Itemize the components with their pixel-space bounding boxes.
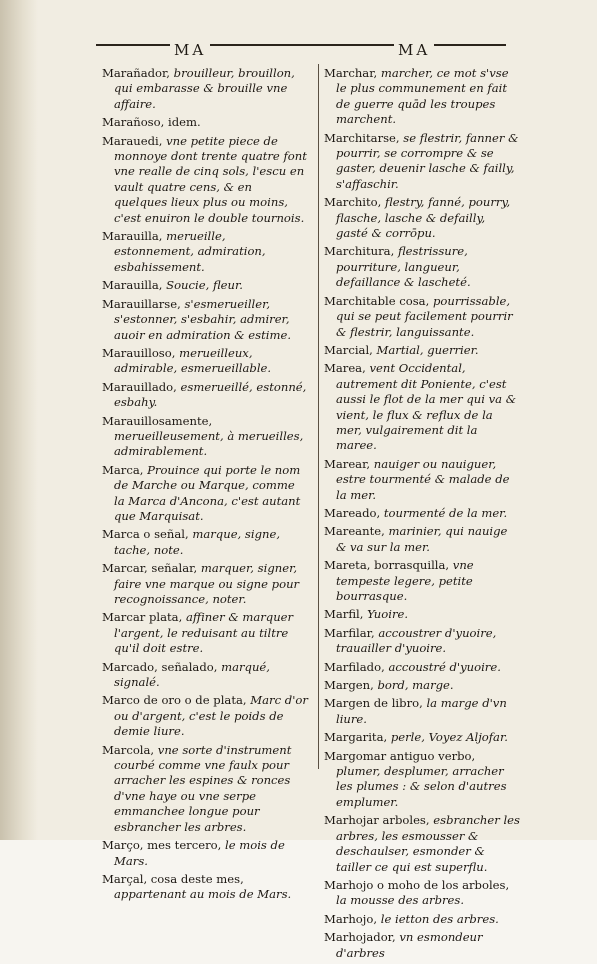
dictionary-entry: Marauilloso, merueilleux, admirable, esmerueillable. (102, 345, 272, 376)
dictionary-entry: Marfilar, accoustrer d'yuoire, trauailler d'yuoire. (324, 625, 497, 656)
dictionary-entry: Marçal, cosa deste mes, appartenant au mois de Mars. (102, 871, 292, 902)
dictionary-entry: Marauillado, esmerueillé, estonné, esbahy. (102, 379, 307, 410)
dictionary-entry: Marear, nauiger ou nauiguer, estre tourmenté & malade de la mer. (324, 456, 510, 502)
dictionary-entry: Marchar, marcher, ce mot s'vse le plus communement en fait de guerre quād les troupes marchent. (324, 66, 509, 127)
right-column (324, 66, 520, 964)
dictionary-entry: Marcar, señalar, marquer, signer, faire vne marque ou signe pour recognoissance, noter. (102, 561, 300, 606)
dictionary-entry: Marca, Prouince qui porte le nom de Marche ou Marque, comme la Marca d'Ancona, c'est autant que Marquisat. (102, 462, 301, 523)
dictionary-entry: Marcado, señalado, marqué, signalé. (102, 659, 270, 690)
dictionary-entry: Mareta, borrasquilla, vne tempeste legere, petite bourrasque. (324, 558, 474, 603)
running-head-left: MA (170, 41, 210, 59)
dictionary-entry: Marañoso, idem. (102, 115, 201, 130)
dictionary-entry: Marhojo o moho de los arboles, la mousse des arbres. (324, 877, 510, 908)
dictionary-entry: Marchito, flestry, fanné, pourry, flasche, lasche & defailly, gasté & corrōpu. (324, 195, 511, 241)
running-head-right: MA (394, 41, 434, 59)
dictionary-entry: Margarita, perle, Voyez Aljofar. (324, 730, 508, 745)
dictionary-entry: Marfil, Yuoire. (324, 607, 409, 622)
dictionary-entry: Marañador, brouilleur, brouillon, qui embarasse & brouille vne affaire. (102, 66, 295, 111)
dictionary-entry: Marhojador, vn esmondeur d'arbres (324, 930, 483, 960)
dictionary-entry: Marfilado, accoustré d'yuoire. (324, 659, 501, 674)
dictionary-entry: Marcial, Martial, guerrier. (324, 342, 479, 357)
header-rule (96, 44, 506, 66)
dictionary-entry: Marauilla, merueille, estonnement, admiration, esbahissement. (102, 229, 266, 274)
dictionary-entry: Marauillarse, s'esmerueiller, s'estonner, s'esbahir, admirer, auoir en admiration & estime. (102, 296, 292, 342)
dictionary-entry: Margen, bord, marge. (324, 678, 454, 693)
dictionary-entry: Margomar antiguo verbo, plumer, desplumer, arracher les plumes : & selon d'autres emplumer. (324, 748, 507, 809)
dictionary-entry: Marauillosamente, merueilleusement, à merueilles, admirablement. (102, 413, 304, 459)
dictionary-entry: Mareante, marinier, qui nauige & va sur la mer. (324, 524, 508, 554)
binding-shadow (0, 0, 38, 840)
dictionary-entry: Marauilla, Soucie, fleur. (102, 278, 243, 293)
dictionary-entry: Marhojar arboles, esbrancher les arbres, les esmousser & deschaulser, esmonder & tailler ce qui est superflu. (324, 813, 520, 874)
dictionary-entry: Marchitura, flestrissure, pourriture, langueur, defaillance & lascheté. (324, 244, 471, 290)
dictionary-entry: Mareado, tourmenté de la mer. (324, 505, 508, 520)
left-column (102, 66, 308, 906)
dictionary-entry: Marcola, vne sorte d'instrument courbé comme vne faulx pour arracher les espines & ronces d'vne haye ou vne serpe emmanchee longue pour esbrancher les arbres. (102, 742, 292, 834)
dictionary-entry: Marca o señal, marque, signe, tache, note. (102, 527, 281, 557)
dictionary-entry: Marco de oro o de plata, Marc d'or ou d'argent, c'est le poids de demie liure. (102, 693, 308, 739)
dictionary-entry: Marcar plata, affiner & marquer l'argent, le reduisant au tiltre qu'il doit estre. (102, 610, 294, 656)
column-divider (318, 64, 319, 769)
dictionary-entry: Marchitarse, se flestrir, fanner & pourrir, se corrompre & se gaster, deuenir lasche & failly, s'affaschir. (324, 130, 519, 191)
dictionary-entry: Marauedi, vne petite piece de monnoye dont trente quatre font vne realle de cinq sols, l'escu en vault quatre cens, & en quelques lieux plus ou moins, c'est enuiron le double tournois. (102, 133, 307, 225)
dictionary-entry: Margen de libro, la marge d'vn liure. (324, 696, 507, 726)
dictionary-entry: Marchitable cosa, pourrissable, qui se peut facilement pourrir & flestrir, languissante. (324, 293, 513, 339)
dictionary-entry: Marea, vent Occidental, autrement dit Poniente, c'est aussi le flot de la mer qui va & vient, le flux & reflux de la mer, vulgairement dit la maree. (324, 361, 517, 453)
dictionary-entry: Março, mes tercero, le mois de Mars. (102, 838, 285, 868)
dictionary-entry: Marhojo, le ietton des arbres. (324, 911, 499, 926)
